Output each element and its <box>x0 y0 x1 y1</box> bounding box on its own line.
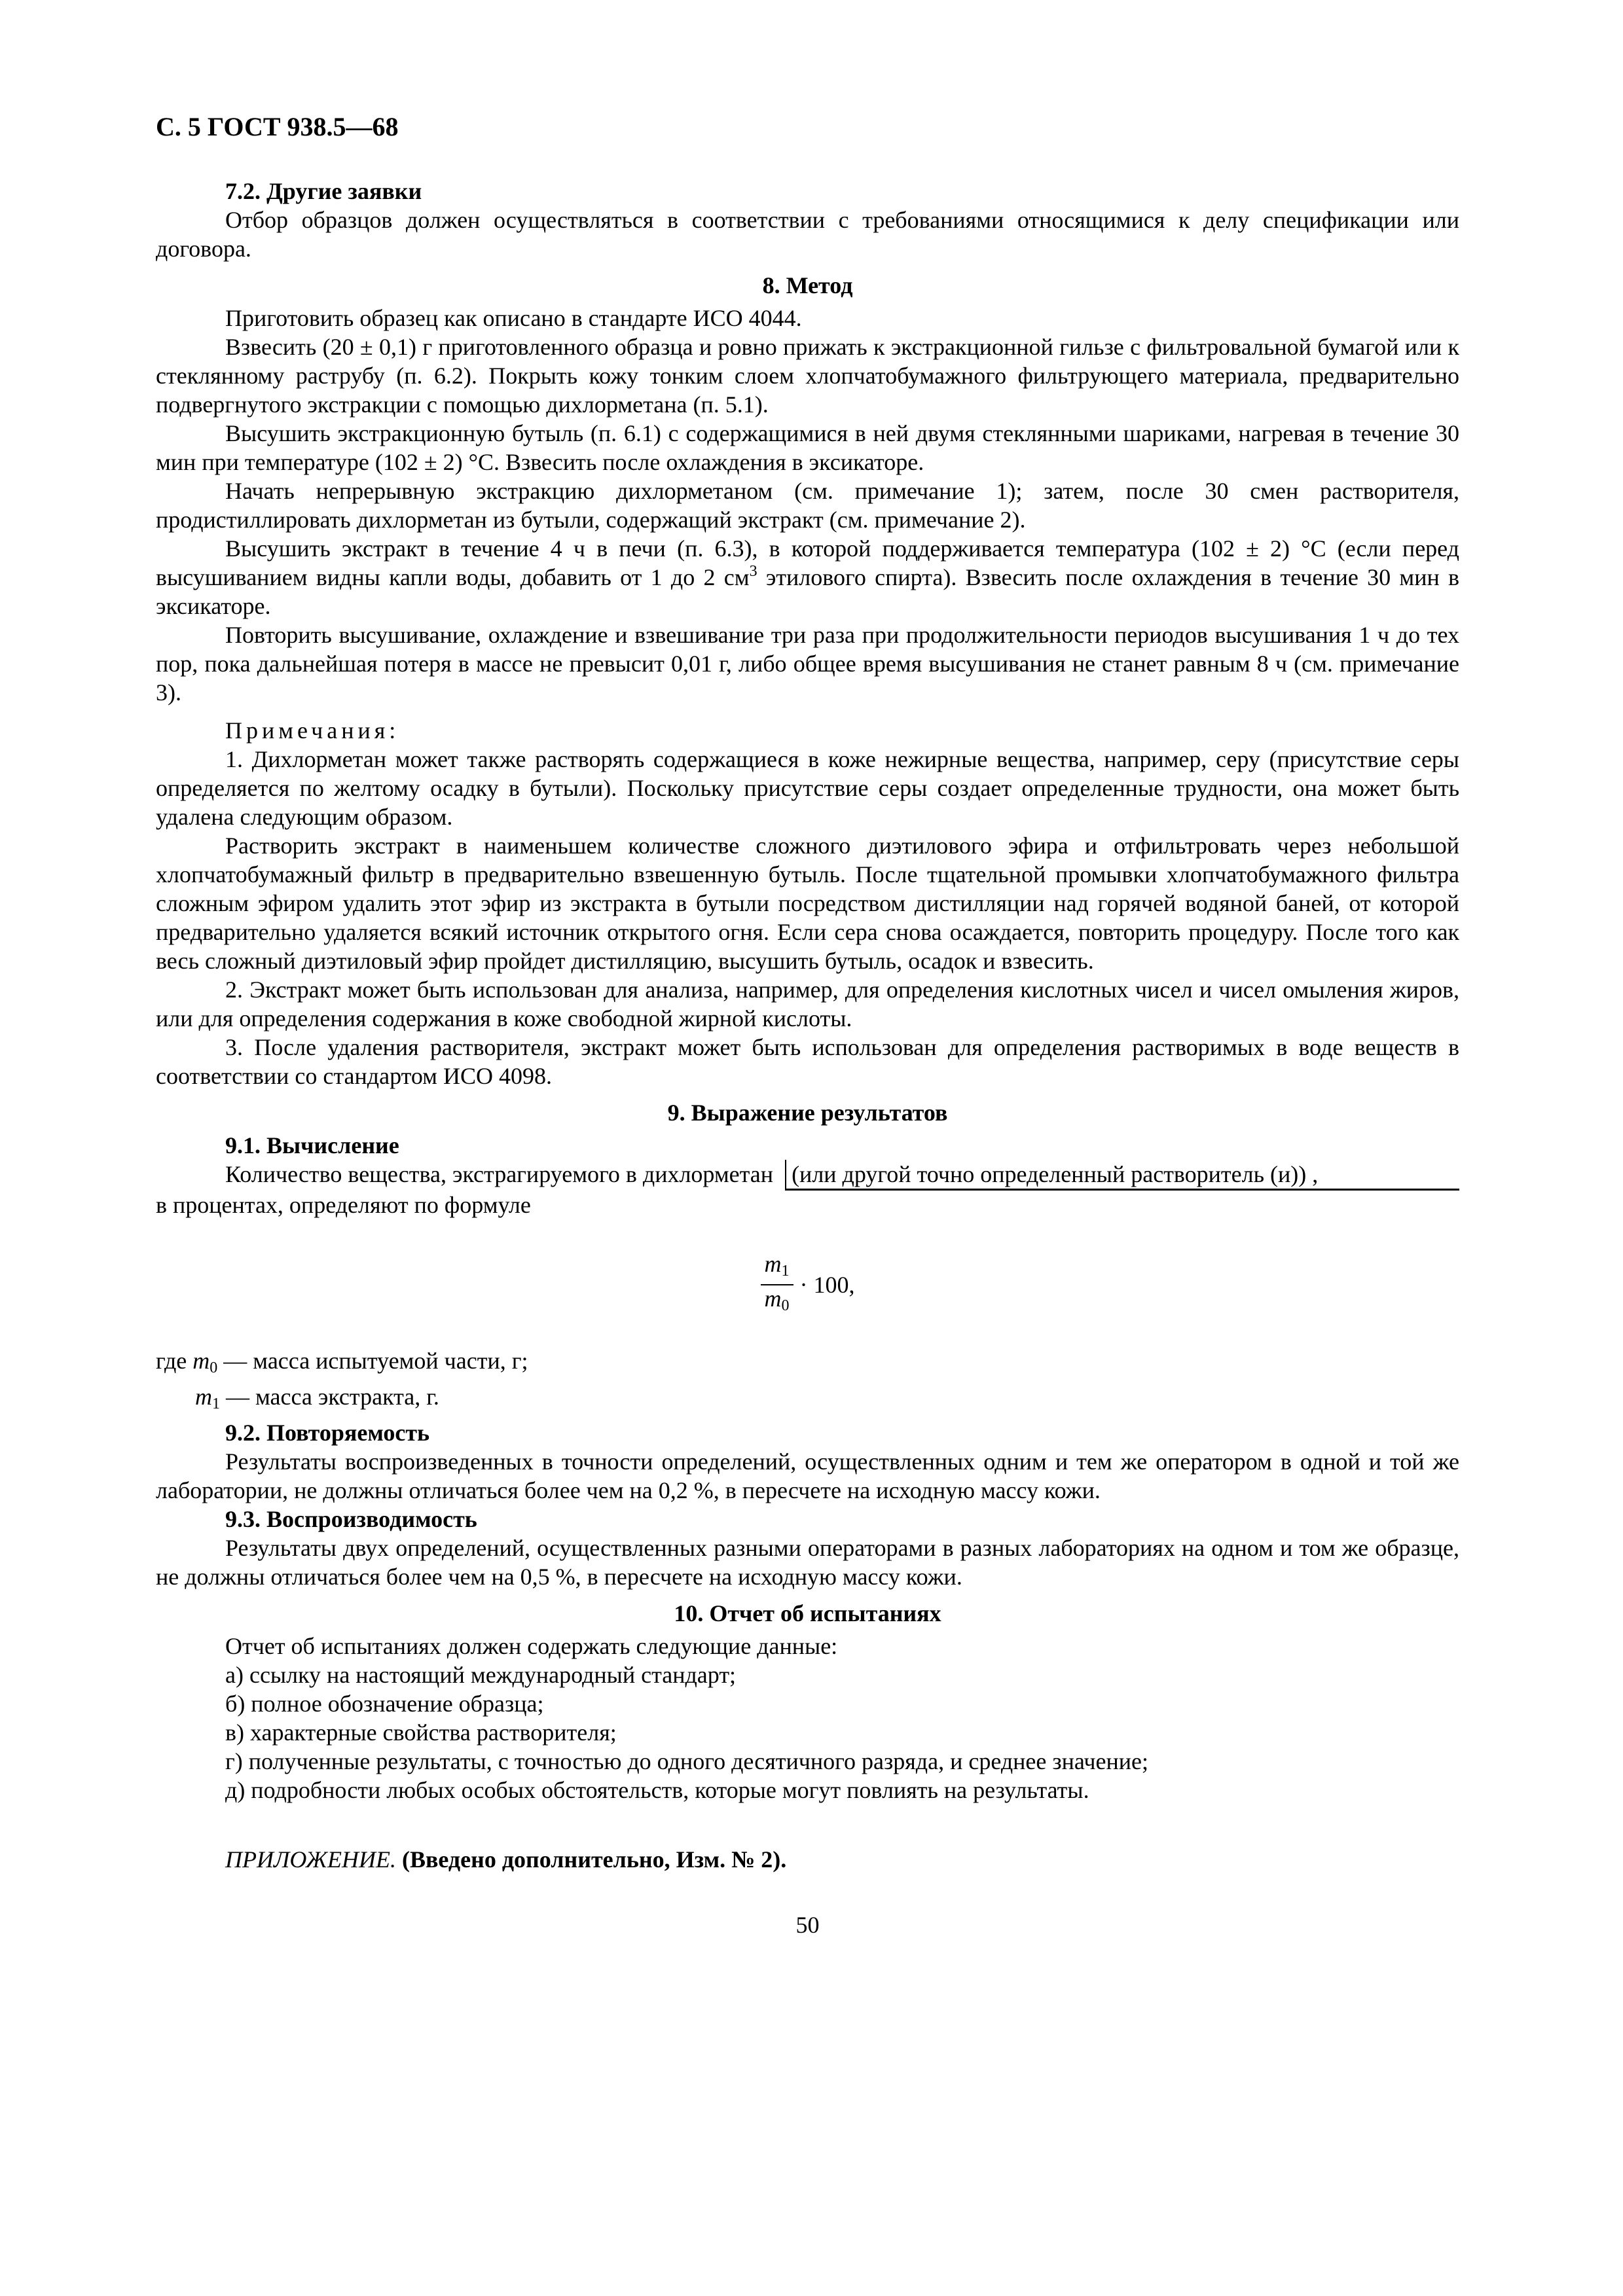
section-9-2-title: 9.2. Повторяемость <box>225 1420 430 1446</box>
paragraph-5-part-2: этилового спирта). Взвесить после охлаждения в течение 30 мин в эксикаторе. <box>156 564 1460 619</box>
page-header: С. 5 ГОСТ 938.5—68 <box>156 112 399 141</box>
report-intro: Отчет об испытаниях должен содержать следующие данные: <box>225 1633 838 1659</box>
section-9-title: 9. Выражение результатов <box>667 1100 948 1126</box>
formula-fraction <box>761 1251 793 1319</box>
appendix-amendment: (Введено дополнительно, Изм. № 2). <box>401 1846 787 1873</box>
section-7-2-text: Отбор образцов должен осуществляться в соответствии с требованиями относящимися к делу спецификации или договора. <box>156 207 1459 262</box>
formula-numerator: $m_1$ <box>761 1251 793 1285</box>
section-8-paragraph-6: Повторить высушивание, охлаждение и взвешивание три раза при продолжительности периодов высушивания 1 ч до тех пор, пока дальнейшая потеря в массе не превысит 0,01 г, либо общее время высушивания не станет равным 8 ч (см. примечание 3). <box>156 622 1459 706</box>
note-2: 2. Экстракт может быть использован для анализа, например, для определения кислотных чисел и чисел омыления жиров, или для определения содержания в коже свободной жирной кислоты. <box>156 977 1459 1031</box>
section-8-paragraph-2: Взвесить (20 ± 0,1) г приготовленного образца и ровно прижать к экстракционной гильзе с фильтровальной бумагой или к стеклянному раструбу (п. 6.2). Покрыть кожу тонким слоем хлопчатобумажного фильтрующего материала, предварительно подвергнутого экстракции с помощью дихлорметана (п. 5.1). <box>156 334 1459 418</box>
section-10-title: 10. Отчет об испытаниях <box>674 1600 941 1626</box>
superscript-3: 3 <box>749 563 757 580</box>
variable-m1-definition: $m_1$ — масса экстракта, г. <box>195 1384 439 1412</box>
variable-m0-definition: где $m_0$ — масса испытуемой части, г; <box>156 1348 528 1376</box>
notes-title: Примечания: <box>225 717 400 744</box>
note-1-continued: Растворить экстракт в наименьшем количестве сложного диэтилового эфира и отфильтровать через небольшой хлопчатобумажный фильтр в предварительно взвешенную бутыль. После тщательной промывки хлопчатобумажного фильтра сложным эфиром удалить этот эфир из экстракта в бутыли посредством дистилляции над горячей водяной баней, от которой предварительно удаляется всякий источник открытого огня. Если сера снова осаждается, повторить процедуру. После того как весь сложный диэтиловый эфир пройдет дистилляцию, высушить бутыль, осадок и взвесить. <box>156 833 1459 974</box>
section-8-title: 8. Метод <box>762 272 853 298</box>
section-9-2-text: Результаты воспроизведенных в точности определений, осуществленных одним и тем же оператором в одной и той же лаборатории, не должны отличаться более чем на 0,2 %, в пересчете на исходную массу кожи. <box>156 1448 1459 1503</box>
note-1: 1. Дихлорметан может также растворять содержащиеся в коже нежирные вещества, например, серу (присутствие серы определяется по желтому осадку в бутыли). Поскольку присутствие серы создает определенные трудности, она может быть удалена следующим образом. <box>156 746 1459 830</box>
section-8-paragraph-1: Приготовить образец как описано в стандарте ИСО 4044. <box>225 305 802 331</box>
calculation-text: Количество вещества, экстрагируемого в дихлорметан <box>225 1161 774 1187</box>
formula-denominator: $m_0$ <box>764 1285 790 1314</box>
section-9-1-title: 9.1. Вычисление <box>225 1132 399 1158</box>
appendix-note <box>156 1845 1459 1874</box>
section-8-paragraph-5 <box>156 534 1459 620</box>
list-item: б) полное обозначение образца; <box>225 1691 544 1717</box>
section-9-3-title: 9.3. Воспроизводимость <box>225 1506 477 1532</box>
calculation-insert-box: (или другой точно определенный растворитель (и)) , <box>785 1160 1459 1191</box>
list-item: д) подробности любых особых обстоятельств, которые могут повлиять на результаты. <box>225 1777 1089 1803</box>
calculation-line <box>156 1160 1459 1191</box>
section-7-2-title: 7.2. Другие заявки <box>225 178 422 204</box>
calculation-line-2: в процентах, определяют по формуле <box>156 1192 531 1218</box>
list-item: в) характерные свойства растворителя; <box>225 1719 617 1746</box>
section-8-paragraph-3: Высушить экстракционную бутыль (п. 6.1) с содержащимися в ней двумя стеклянными шариками, нагревая в течение 30 мин при температуре (102 ± 2) °С. Взвесить после охлаждения в эксикаторе. <box>156 420 1459 475</box>
list-item: г) полученные результаты, с точностью до одного десятичного разряда, и среднее значение; <box>225 1748 1148 1774</box>
formula-multiplier: · 100, <box>799 1272 855 1298</box>
note-3: 3. После удаления растворителя, экстракт может быть использован для определения растворимых в воде веществ в соответствии со стандартом ИСО 4098. <box>156 1034 1459 1089</box>
page-number: 50 <box>795 1912 820 1938</box>
list-item: а) ссылку на настоящий международный стандарт; <box>225 1662 737 1688</box>
section-8-paragraph-4: Начать непрерывную экстракцию дихлорметаном (см. примечание 1); затем, после 30 смен растворителя, продистиллировать дихлорметан из бутыли, содержащий экстракт (см. примечание 2). <box>156 478 1459 533</box>
section-9-3-text: Результаты двух определений, осуществленных разными операторами в разных лабораториях на одном и том же образце, не должны отличаться более чем на 0,5 %, в пересчете на исходную массу кожи. <box>156 1535 1459 1590</box>
appendix-label: ПРИЛОЖЕНИЕ. <box>225 1846 396 1873</box>
paragraph-5-part-1: Высушить экстракт в течение 4 ч в печи (п. 6.3), в которой поддерживается температура (102 ± 2) °С (если перед высушиванием видны капли воды, добавить от 1 до 2 см <box>156 535 1459 590</box>
formula <box>156 1251 1459 1319</box>
